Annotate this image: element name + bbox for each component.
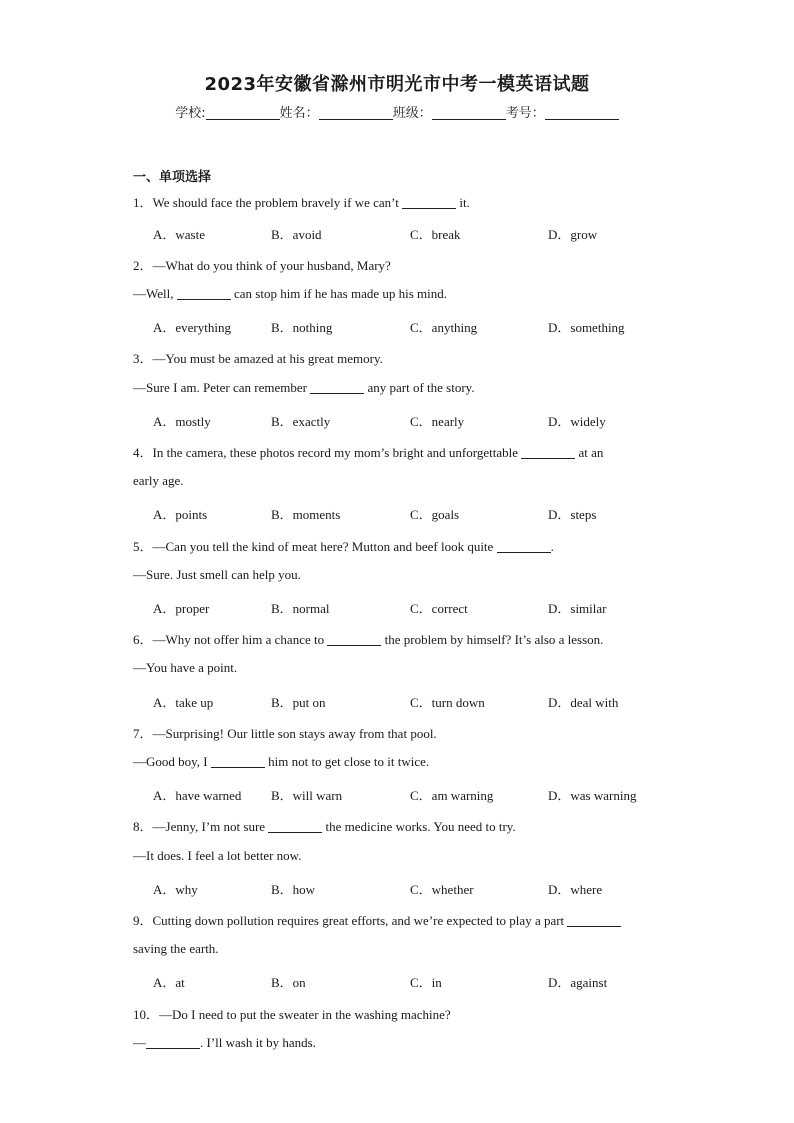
question-4-cont [133,473,673,489]
option-d[interactable]: D．deal with [548,695,619,710]
question-text: the problem by himself? It’s also a lesson. [384,632,604,647]
option-b[interactable]: B．on [271,975,306,990]
option-a[interactable]: A．proper [153,601,210,616]
option-d[interactable]: D．steps [548,507,597,522]
option-a[interactable]: A．waste [153,227,205,242]
question-text: early age. [133,473,184,488]
answer-blank [402,196,456,209]
question-1-stem [133,192,673,211]
class-label: 班级： [392,106,432,121]
option-b[interactable]: B．put on [271,695,326,710]
option-c[interactable]: C．break [410,227,461,242]
option-d[interactable]: D．grow [548,227,598,242]
question-text: . [550,539,554,554]
question-number: 10． [133,1007,160,1022]
question-text: —It does. I feel a lot better now. [133,848,302,863]
exam-no-field[interactable] [545,105,619,120]
question-6-stem [133,629,673,648]
option-b[interactable]: B．avoid [271,227,322,242]
question-number: 2． [133,258,153,273]
question-10-reply [133,1035,673,1051]
question-text: at an [578,445,604,460]
name-field[interactable] [319,105,393,120]
answer-blank [497,540,551,553]
school-field[interactable] [206,105,280,120]
question-number: 7． [133,726,153,741]
question-7-reply [133,754,673,770]
option-a[interactable]: A．take up [153,695,214,710]
question-text: —Sure I am. Peter can remember [133,380,307,395]
question-2-reply [133,286,673,302]
question-text: —Jenny, I’m not sure [152,819,266,834]
question-text: the medicine works. You need to try. [325,819,516,834]
option-b[interactable]: B．will warn [271,788,343,803]
option-a[interactable]: A．have warned [153,788,242,803]
question-text: it. [459,195,470,210]
question-text: . I’ll wash it by hands. [200,1035,316,1050]
question-text: —Can you tell the kind of meat here? Mutton and beef look quite [152,539,494,554]
question-text: —Sure. Just smell can help you. [133,567,301,582]
question-8-stem [133,816,673,835]
question-number: 8． [133,819,153,834]
question-text: —Do I need to put the sweater in the washing machine? [159,1007,451,1022]
answer-blank [146,1036,200,1049]
option-d[interactable]: D．widely [548,414,606,429]
question-text: — [133,1035,146,1050]
question-number: 9． [133,913,153,928]
question-number: 3． [133,351,153,366]
question-10-stem [133,1004,673,1023]
name-label: 姓名： [279,106,319,121]
option-a[interactable]: A．everything [153,320,231,335]
question-8-reply [133,848,673,864]
class-field[interactable] [432,105,506,120]
option-d[interactable]: D．something [548,320,625,335]
answer-blank [310,381,364,394]
answer-blank [567,914,621,927]
student-info-line [0,102,794,121]
option-c[interactable]: C．am warning [410,788,494,803]
question-3-stem [133,348,673,367]
school-label: 学校: [175,106,206,121]
option-b[interactable]: B．how [271,882,316,897]
question-5-reply [133,567,673,583]
question-3-reply [133,380,673,396]
option-c[interactable]: C．whether [410,882,474,897]
answer-blank [268,820,322,833]
question-text: —You have a point. [133,660,238,675]
option-b[interactable]: B．normal [271,601,330,616]
question-4-stem [133,442,673,461]
answer-blank [521,446,575,459]
option-b[interactable]: B．exactly [271,414,331,429]
page-title: 2023年安徽省滁州市明光市中考一模英语试题 [204,74,590,95]
option-a[interactable]: A．at [153,975,185,990]
question-text: —Well, [133,286,174,301]
question-9-cont [133,941,673,957]
option-c[interactable]: C．nearly [410,414,465,429]
option-b[interactable]: B．nothing [271,320,333,335]
option-c[interactable]: C．anything [410,320,478,335]
question-text: —You must be amazed at his great memory. [152,351,383,366]
question-text: In the camera, these photos record my mom’s bright and unforgettable [152,445,518,460]
exam-no-label: 考号： [505,106,545,121]
answer-blank [327,633,381,646]
option-a[interactable]: A．points [153,507,208,522]
question-text: any part of the story. [367,380,475,395]
question-number: 1． [133,195,153,210]
option-d[interactable]: D．where [548,882,603,897]
answer-blank [177,287,231,300]
question-text: him not to get close to it twice. [268,754,430,769]
question-7-stem [133,723,673,742]
question-text: —What do you think of your husband, Mary? [152,258,391,273]
question-text: saving the earth. [133,941,219,956]
option-c[interactable]: C．correct [410,601,468,616]
question-9-stem [133,910,673,929]
option-d[interactable]: D．against [548,975,608,990]
option-b[interactable]: B．moments [271,507,341,522]
question-text: —Good boy, I [133,754,208,769]
question-text: Cutting down pollution requires great efforts, and we’re expected to play a part [152,913,565,928]
option-d[interactable]: D．similar [548,601,607,616]
question-text: can stop him if he has made up his mind. [233,286,448,301]
option-c[interactable]: C．in [410,975,442,990]
question-2-stem [133,255,673,274]
option-a[interactable]: A．mostly [153,414,211,429]
section-heading: 一、单项选择 [133,170,212,185]
question-number: 6． [133,632,153,647]
option-d[interactable]: D．was warning [548,788,637,803]
option-c[interactable]: C．turn down [410,695,485,710]
answer-blank [211,755,265,768]
question-6-reply [133,660,673,676]
question-number: 4． [133,445,153,460]
option-c[interactable]: C．goals [410,507,460,522]
question-text: —Surprising! Our little son stays away from that pool. [152,726,437,741]
question-5-stem [133,536,673,555]
option-a[interactable]: A．why [153,882,198,897]
question-text: We should face the problem bravely if we can’t [152,195,399,210]
question-number: 5． [133,539,153,554]
question-text: —Why not offer him a chance to [152,632,325,647]
